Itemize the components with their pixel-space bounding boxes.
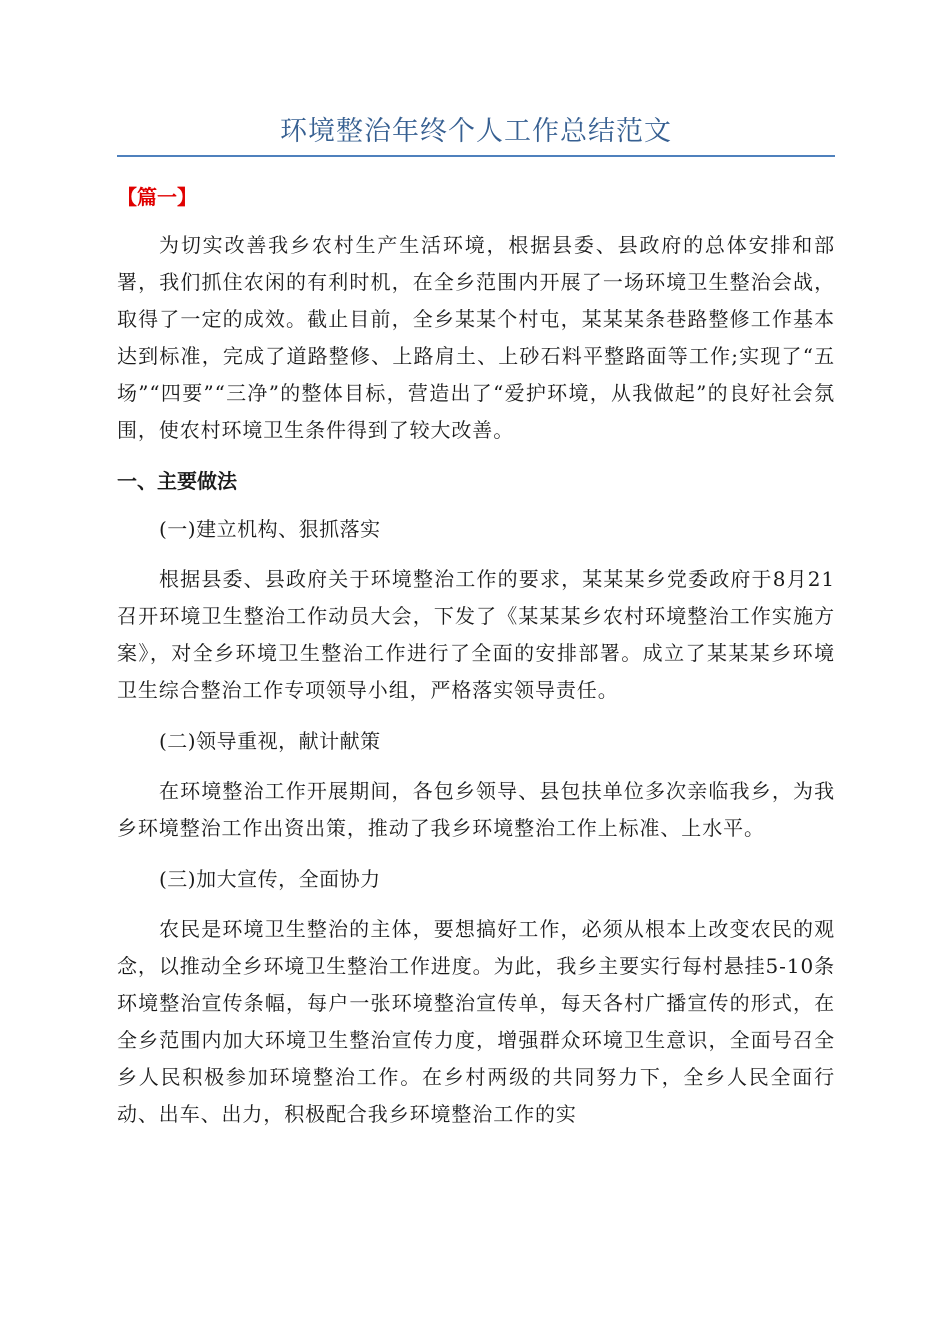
heading-main-practices: 一、主要做法 bbox=[117, 469, 237, 493]
subheading-2: (二)领导重视，献计献策 bbox=[159, 729, 381, 753]
intro-paragraph: 为切实改善我乡农村生产生活环境，根据县委、县政府的总体安排和部署，我们抓住农闲的有利时机，在全乡范围内开展了一场环境卫生整治会战，取得了一定的成效。截止目前，全乡某某个村屯，某某某条巷路整修工作基本达到标准，完成了道路整修、上路肩土、上砂石料平整路面等工作;实现了“五场”“四要”“三净”的整体目标，营造出了“爱护环境，从我做起”的良好社会氛围，使农村环境卫生条件得到了较大改善。 bbox=[117, 233, 835, 442]
paragraph-1: 根据县委、县政府关于环境整治工作的要求，某某某乡党委政府于8月21召开环境卫生整治工作动员大会，下发了《某某某乡农村环境整治工作实施方案》，对全乡环境卫生整治工作进行了全面的安排部署。成立了某某某乡环境卫生综合整治工作专项领导小组，严格落实领导责任。 bbox=[117, 567, 835, 702]
title-underline bbox=[117, 155, 835, 157]
subheading-3: (三)加大宣传，全面协力 bbox=[159, 867, 381, 891]
section-tag: 【篇一】 bbox=[117, 185, 197, 209]
paragraph-3: 农民是环境卫生整治的主体，要想搞好工作，必须从根本上改变农民的观念，以推动全乡环境卫生整治工作进度。为此，我乡主要实行每村悬挂5-10条环境整治宣传条幅，每户一张环境整治宣传单，每天各村广播宣传的形式，在全乡范围内加大环境卫生整治宣传力度，增强群众环境卫生意识，全面号召全乡人民积极参加环境整治工作。在乡村两级的共同努力下，全乡人民全面行动、出车、出力，积极配合我乡环境整治工作的实 bbox=[117, 917, 835, 1126]
document-page bbox=[117, 112, 835, 1133]
document-title: 环境整治年终个人工作总结范文 bbox=[280, 116, 672, 147]
subheading-1: (一)建立机构、狠抓落实 bbox=[159, 517, 381, 541]
paragraph-2: 在环境整治工作开展期间，各包乡领导、县包扶单位多次亲临我乡，为我乡环境整治工作出资出策，推动了我乡环境整治工作上标准、上水平。 bbox=[117, 779, 835, 840]
